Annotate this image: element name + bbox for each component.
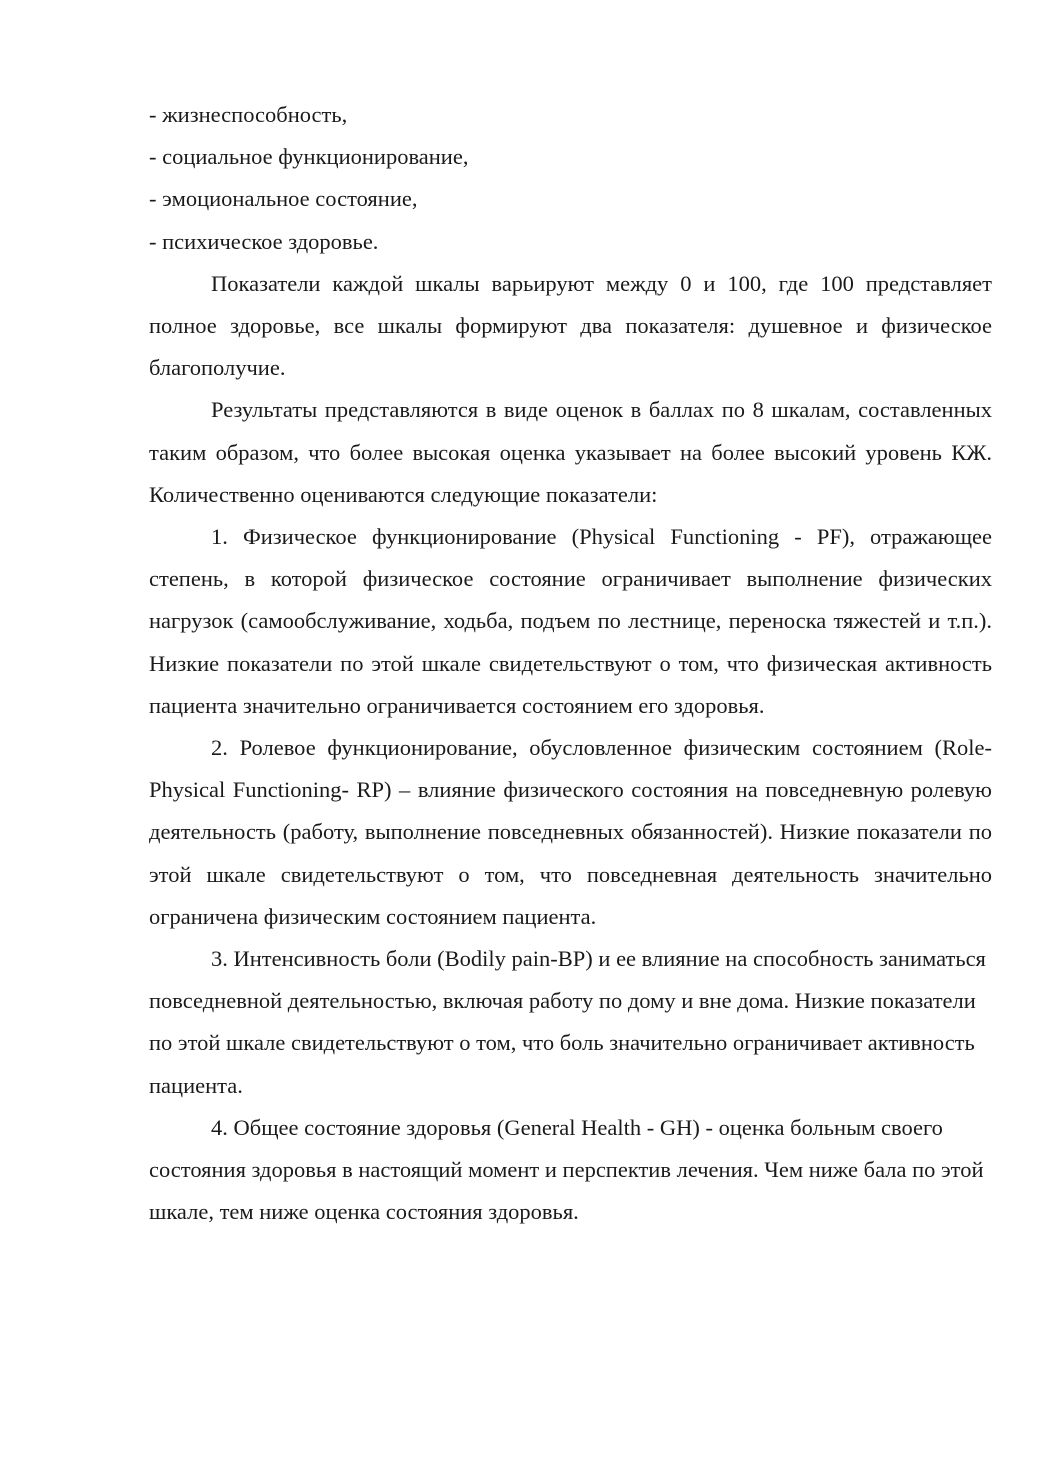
document-page: [149, 94, 992, 1233]
scale-list: [149, 94, 992, 263]
paragraph-bodily-pain: 3. Интенсивность боли (Bodily pain-BP) и ее влияние на способность заниматься повседневной деятельностью, включая работу по дому и вне дома. Низкие показатели по этой шкале свидетельствуют о том, что боль значительно ограничивает активность пациента.: [149, 946, 986, 1098]
paragraph-role-physical: 2. Ролевое функционирование, обусловленное физическим состоянием (Role-Physical Functioning- RP) – влияние физического состояния на повседневную ролевую деятельность (работу, выполнение повседневных обязанностей). Низкие показатели по этой шкале свидетельствуют о том, что повседневная деятельность значительно ограничена физическим состоянием пациента.: [149, 735, 992, 929]
paragraph-general-health: 4. Общее состояние здоровья (General Health - GH) - оценка больным своего состояния здоровья в настоящий момент и перспектив лечения. Чем ниже бала по этой шкале, тем ниже оценка состояния здоровья.: [149, 1114, 984, 1225]
list-item-vitality: - жизнеспособность,: [149, 102, 348, 127]
list-item-mental-health: - психическое здоровье.: [149, 228, 379, 254]
paragraph-scale-range: Показатели каждой шкалы варьируют между 0 и 100, где 100 представляет полное здоровье, все шкалы формируют два показателя: душевное и физическое благополучие.: [149, 270, 992, 381]
list-item-emotional-state: - эмоциональное состояние,: [149, 186, 418, 212]
paragraph-physical-functioning: 1. Физическое функционирование (Physical Functioning - PF), отражающее степень, в которой физическое состояние ограничивает выполнение физических нагрузок (самообслуживание, ходьба, подъем по лестнице, переноска тяжестей и т.п.). Низкие показатели по этой шкале свидетельствуют о том, что физическая активность пациента значительно ограничивается состоянием его здоровья.: [149, 524, 992, 718]
list-item-social-functioning: - социальное функционирование,: [149, 144, 469, 170]
paragraph-results: Результаты представляются в виде оценок в баллах по 8 шкалам, составленных таким образом, что более высокая оценка указывает на более высокий уровень КЖ. Количественно оцениваются следующие показатели:: [149, 397, 992, 507]
